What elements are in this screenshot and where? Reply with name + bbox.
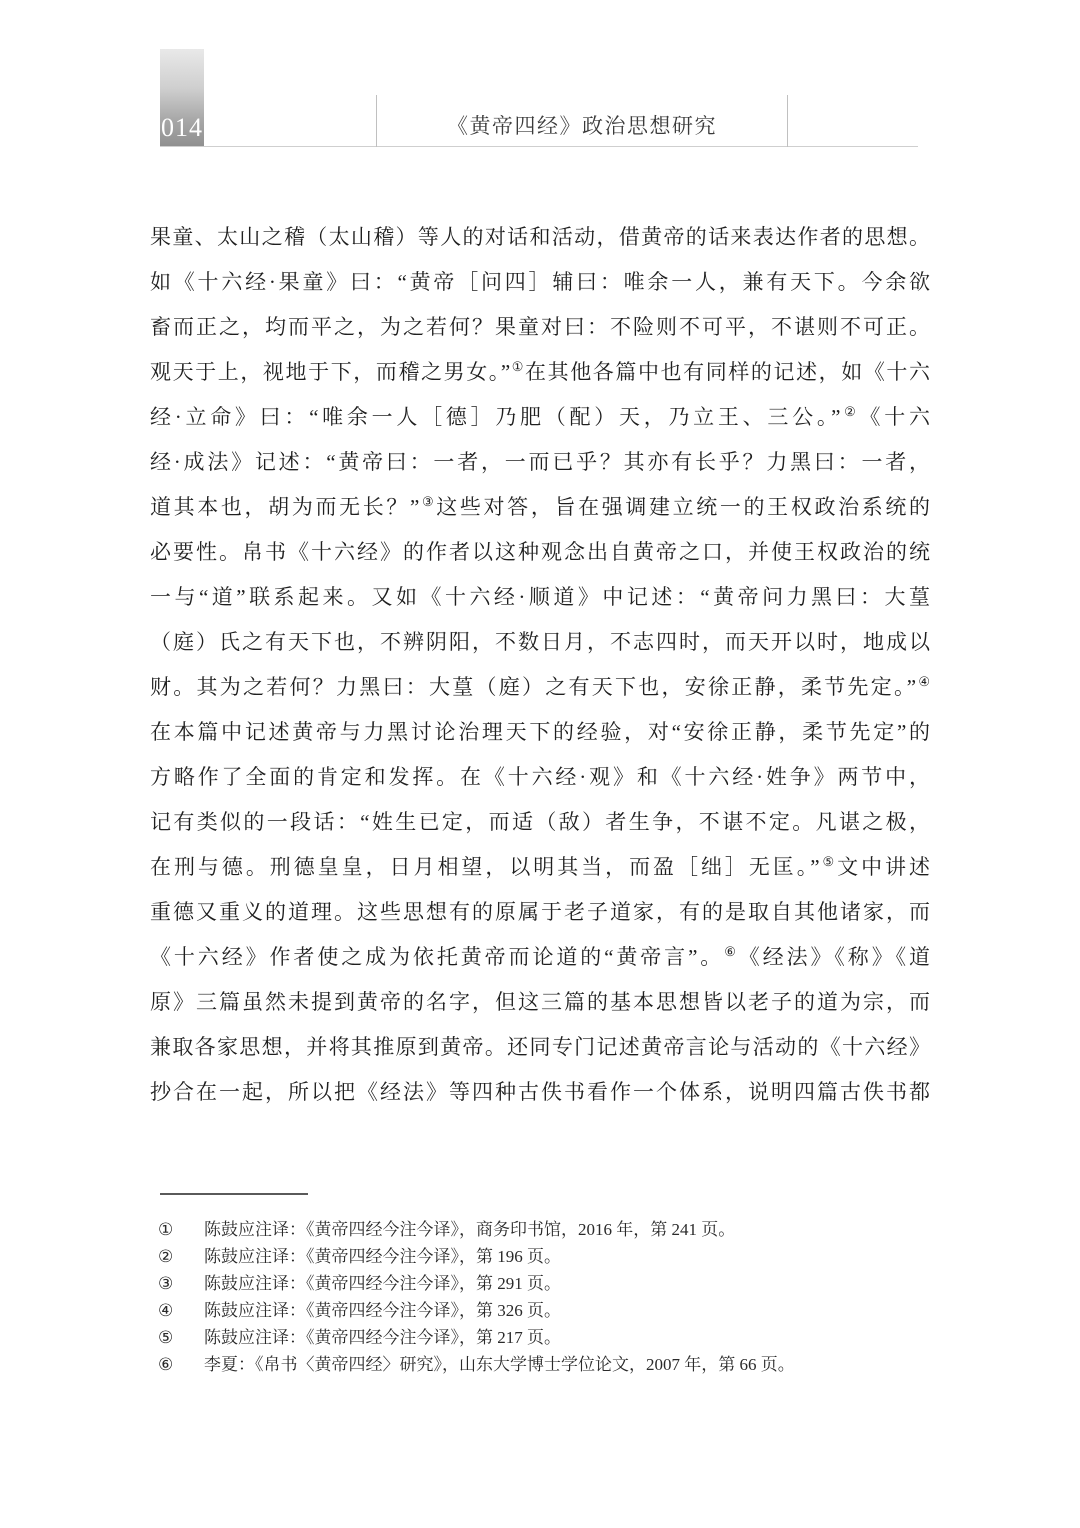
body-text-segment: 记有类似的一段话：“姓生已定，而适（敌）者生争，不谌不定。凡谌之极， bbox=[150, 810, 930, 834]
body-line bbox=[150, 710, 930, 755]
footnote-ref: ② bbox=[840, 404, 860, 419]
footnote-ref: ④ bbox=[916, 674, 930, 689]
body-text-segment: （庭）氏之有天下也，不辨阴阳，不数日月，不志四时，而天开以时，地成以 bbox=[150, 630, 930, 654]
body-line bbox=[150, 620, 930, 665]
body-line bbox=[150, 890, 930, 935]
body-line bbox=[150, 575, 930, 620]
body-line bbox=[150, 800, 930, 845]
footnote-item bbox=[158, 1324, 878, 1351]
body-line bbox=[150, 305, 930, 350]
body-text bbox=[150, 215, 930, 1115]
body-text-segment: 抄合在一起，所以把《经法》等四种古佚书看作一个体系，说明四篇古佚书都 bbox=[150, 1080, 930, 1104]
header-rule bbox=[160, 146, 918, 147]
body-line bbox=[150, 395, 930, 440]
body-text-segment: 在其他各篇中也有同样的记述，如《十六 bbox=[525, 360, 930, 384]
body-text-segment: 道其本也，胡为而无长？” bbox=[150, 495, 420, 519]
body-line bbox=[150, 260, 930, 305]
body-text-segment: 在本篇中记述黄帝与力黑讨论治理天下的经验，对“安徐正静，柔节先定”的 bbox=[150, 720, 930, 744]
footnote-marker: ④ bbox=[158, 1301, 174, 1320]
body-text-segment: 重德又重义的道理。这些思想有的原属于老子道家，有的是取自其他诸家，而 bbox=[150, 900, 930, 924]
body-text-segment: 在刑与德。刑德皇皇，日月相望，以明其当，而盈［绌］无匡。” bbox=[150, 855, 820, 879]
footnote-marker: ③ bbox=[158, 1274, 174, 1293]
body-line bbox=[150, 935, 930, 980]
body-text-segment: 兼取各家思想，并将其推原到黄帝。还同专门记述黄帝言论与活动的《十六经》 bbox=[150, 1035, 930, 1059]
body-text-segment: 《经法》《称》《道 bbox=[738, 945, 930, 969]
body-text-segment: 财。其为之若何？力黑曰：大葟（庭）之有天下也，安徐正静，柔节先定。” bbox=[150, 675, 917, 699]
footnote-item bbox=[158, 1270, 878, 1297]
body-text-segment: 这些对答，旨在强调建立统一的王权政治系统的 bbox=[436, 495, 930, 519]
header-right-tick bbox=[787, 95, 788, 147]
body-text-segment: 必要性。帛书《十六经》的作者以这种观念出自黄帝之口，并使王权政治的统 bbox=[150, 540, 930, 564]
body-line bbox=[150, 350, 930, 395]
body-line bbox=[150, 530, 930, 575]
footnote-ref: ① bbox=[510, 359, 526, 374]
body-text-segment: 如《十六经·果童》曰：“黄帝［问四］辅曰：唯余一人，兼有天下。今余欲 bbox=[150, 270, 930, 294]
footnote-text: 李夏：《帛书〈黄帝四经〉研究》，山东大学博士学位论文，2007 年，第 66 页。 bbox=[204, 1355, 795, 1374]
footnote-text: 陈鼓应注译：《黄帝四经今注今译》，商务印书馆，2016 年，第 241 页。 bbox=[204, 1220, 736, 1239]
footnote-marker: ⑤ bbox=[158, 1328, 174, 1347]
body-text-segment: 经·成法》记述：“黄帝曰：一者，一而已乎？其亦有长乎？力黑曰：一者， bbox=[150, 450, 930, 474]
footnote-marker: ⑥ bbox=[158, 1355, 174, 1374]
footnote-marker: ① bbox=[158, 1220, 174, 1239]
body-line bbox=[150, 980, 930, 1025]
body-line bbox=[150, 665, 930, 710]
footnote-text: 陈鼓应注译：《黄帝四经今注今译》，第 196 页。 bbox=[204, 1247, 561, 1266]
footnote-item bbox=[158, 1243, 878, 1270]
footnote-item bbox=[158, 1216, 878, 1243]
page-number-bar bbox=[160, 49, 204, 147]
body-text-segment: 《十六经》作者使之成为依托黄帝而论道的“黄帝言”。 bbox=[150, 945, 725, 969]
page-number: 014 bbox=[161, 113, 203, 142]
body-line bbox=[150, 1070, 930, 1115]
footnote-item bbox=[158, 1351, 878, 1378]
body-text-segment: 原》三篇虽然未提到黄帝的名字，但这三篇的基本思想皆以老子的道为宗，而 bbox=[150, 990, 930, 1014]
body-line bbox=[150, 215, 930, 260]
body-line bbox=[150, 845, 930, 890]
body-text-segment: 方略作了全面的肯定和发挥。在《十六经·观》和《十六经·姓争》两节中， bbox=[150, 765, 930, 789]
footnote-ref: ⑥ bbox=[724, 944, 739, 959]
body-text-segment: 文中讲述 bbox=[837, 855, 930, 879]
footnote-text: 陈鼓应注译：《黄帝四经今注今译》，第 217 页。 bbox=[204, 1328, 561, 1347]
body-text-segment: 畜而正之，均而平之，为之若何？果童对曰：不险则不可平，不谌则不可正。 bbox=[150, 315, 930, 339]
footnote-item bbox=[158, 1297, 878, 1324]
body-text-segment: 《十六 bbox=[859, 405, 930, 429]
footnote-divider bbox=[160, 1193, 308, 1195]
footnote-list bbox=[158, 1216, 878, 1378]
footnote-text: 陈鼓应注译：《黄帝四经今注今译》，第 326 页。 bbox=[204, 1301, 561, 1320]
body-line bbox=[150, 1025, 930, 1070]
body-text-segment: 经·立命》曰：“唯余一人［德］乃肥（配）天，乃立王、三公。” bbox=[150, 405, 841, 429]
body-text-segment: 果童、太山之稽（太山稽）等人的对话和活动，借黄帝的话来表达作者的思想。 bbox=[150, 225, 930, 249]
footnote-ref: ③ bbox=[419, 494, 437, 509]
body-text-segment: 一与“道”联系起来。又如《十六经·顺道》中记述：“黄帝问力黑曰：大葟 bbox=[150, 585, 930, 609]
body-text-segment: 观天于上，视地于下，而稽之男女。” bbox=[150, 360, 511, 384]
footnote-text: 陈鼓应注译：《黄帝四经今注今译》，第 291 页。 bbox=[204, 1274, 561, 1293]
footnote-ref: ⑤ bbox=[819, 854, 838, 869]
running-title: 《黄帝四经》政治思想研究 bbox=[447, 114, 717, 138]
body-line bbox=[150, 440, 930, 485]
body-line bbox=[150, 755, 930, 800]
body-line bbox=[150, 485, 930, 530]
footnote-marker: ② bbox=[158, 1247, 174, 1266]
